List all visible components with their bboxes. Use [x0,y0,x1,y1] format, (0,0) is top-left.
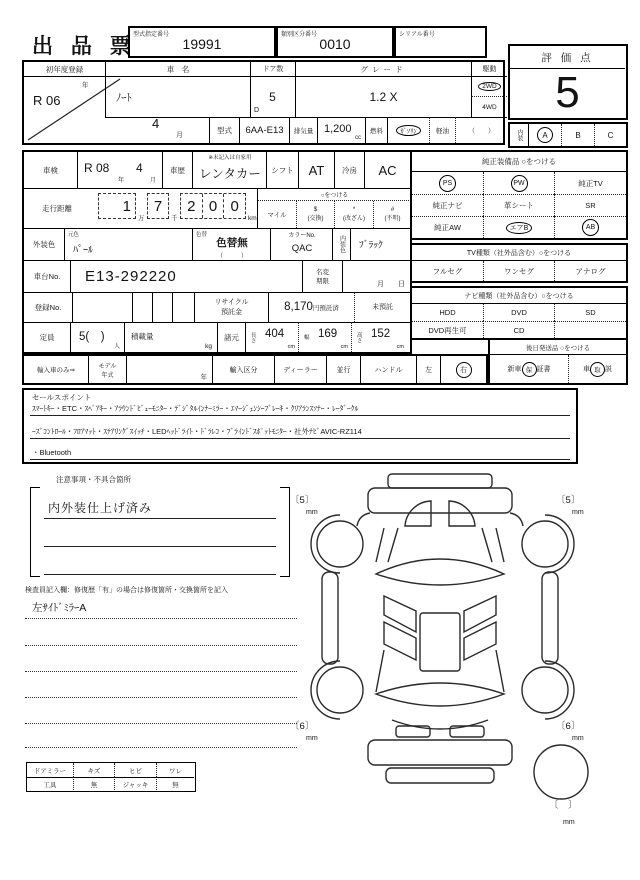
model-year-label [88,356,126,383]
tools-kougu: 工具 [27,777,73,790]
doors-unit: D [254,107,260,114]
warranty-pre: 新車 [507,366,522,373]
mileage-label: 走行距離 [42,203,72,213]
grade-value: 1.2 X [295,77,471,117]
reg-no-empty [72,292,132,322]
navi-type-box [410,286,628,340]
history-note: ※未記入は自家用 [208,155,252,161]
length-cell [258,322,298,352]
fuel-gasoline-circle: ｶﾞｿﾘﾝ [396,125,420,136]
warranty-book [490,355,568,383]
tools-table [26,762,196,792]
manual-book [568,355,626,383]
capacity-value-cell [70,322,124,352]
class-code-label: 類別区分番号 [281,32,318,38]
color-change-paren: （ ） [216,254,247,260]
bracket-close: 〕 [304,721,315,732]
class-code-value: 0010 [319,36,351,52]
tools-jack-val: 無 [156,777,194,790]
mileage-unit: km [248,215,257,222]
height-value: 152 [371,328,391,340]
navi-cd: CD [483,321,554,338]
equip-ps-circle: PS [439,175,456,192]
reg-no-cell-1 [132,292,152,322]
first-reg-border-v1 [105,77,106,117]
mileage-d3: 2 [181,194,203,218]
recycle-label [194,292,268,322]
score-value: 5 [555,68,580,117]
reg-no-label: 登録No. [34,302,62,312]
interior-grade-a [528,124,561,146]
notes-bracket-right [280,487,290,577]
sheet-title: 出 品 票 [32,35,137,58]
bracket-open: 〔 [556,721,566,732]
first-reg-diagonal [24,77,134,143]
equip-airbag-circle: エアB [506,222,533,234]
mark-tampered-sym: * [352,207,356,213]
history-value: レンタカー [199,167,261,181]
import-kubun: 輸入区分 [212,356,274,383]
color-no-cell [270,228,332,260]
fuel-label: 燃料 [365,117,387,143]
equip-ab-circle: AB [582,219,599,236]
rename-date: 月 日 [377,281,405,288]
color-no-value: QAC [291,242,313,254]
chassis-value-cell [70,260,302,292]
handle-left: 左 [416,356,440,383]
equip-pw-circle: PW [511,175,528,192]
color-no-label: カラーNo. [288,232,316,239]
tire-spare-unit: mm [563,819,575,826]
equip-sr: SR [554,194,626,216]
serial-number-label: シリアル番号 [399,32,435,38]
tire-rl-value: 6 [299,721,305,732]
sales-line-1: ｽﾏｰﾄｷｰ・ETC・ｽﾍﾟｱｷｰ・ｱﾗｳﾝﾄﾞﾋﾞｭｰﾓﾆﾀｰ・ﾃﾞｼﾞﾀﾙｲﾝﾅｰﾐﾗｰ・ｴﾏｰｼﾞｪﾝｼｰﾌﾞﾚｰｷ・ｸﾘｱﾗﾝｽｿﾅｰ・ﾚｰﾀﾞｰｸﾙ [30,401,570,416]
equip-airbag [483,216,554,238]
recycle-l1: リサイクル [214,299,249,306]
reg-no-cell-2 [152,292,172,322]
tv-type-title: TV種類（社外品含む）○をつける [412,245,626,261]
col-header-first-reg: 初年度登録 [24,62,105,77]
drive-2wd [471,77,507,97]
navi-empty [554,321,626,338]
tire-depth-front-left [290,492,314,506]
tire-rl-unit: mm [306,735,318,742]
model-year-l1: モデル [98,363,117,370]
sales-line-3: ・Bluetooth [30,446,570,460]
model-code-value: 6AA-E13 [239,117,289,143]
notes-label: 注意事項・不具合箇所 [56,475,131,484]
later-shipment-title: 後日発送品 ○をつける [490,340,626,355]
model-year-unit: 年 [200,374,207,381]
mark-exchange [296,201,334,228]
height-cm: cm [396,344,404,350]
tire-fl-value: 5 [299,495,305,506]
mileage-d1: 1 [122,197,131,215]
notes-underline-2 [44,546,276,547]
shift-value: AT [298,152,334,188]
equip-aw: 純正AW [412,216,483,238]
notes-bracket-left [30,487,40,577]
bracket-close: 〕 [568,800,578,811]
tv-type-box [410,243,628,283]
orig-color-label: 元色 [68,232,80,238]
int-color-label: 内装色 [332,228,350,260]
equip-ab [554,216,626,238]
handle-right-circle: 右 [456,362,472,378]
model-year-l2: 年式 [101,372,114,379]
mark-exchange-txt: (交換) [307,216,324,222]
tire-spare-value [559,800,569,811]
class-code-box [276,26,394,58]
tools-hibi: ヒビ [114,763,156,777]
spec-label: 諸元 [217,322,245,352]
mileage-u-man: 万 [138,215,145,222]
displacement-value: 1,200 [324,123,352,135]
first-reg-year-unit: 年 [82,82,89,89]
tv-oneseg: ワンセグ [483,261,554,281]
mileage-digits [90,188,257,228]
shaken-era: R 08 [84,161,110,175]
manual-circle: 取 [590,362,605,377]
import-dealer: ディーラー [274,356,326,383]
displacement-label: 排気量 [289,117,317,143]
recycle-l2: 預託金 [221,309,242,316]
col-header-doors: ドア数 [250,62,295,77]
handle-right [440,356,486,383]
color-change-value: 色替無 [216,236,248,249]
mark-tampered [334,201,373,228]
width-label: 幅 [298,322,311,352]
width-cell [311,322,351,352]
mark-unknown [373,201,411,228]
import-row [22,354,488,385]
ext-color-label: 外装色 [32,239,56,249]
inspector-line-6 [25,747,297,748]
tire-fr-value: 5 [565,495,571,506]
import-only-label: 輸入車のみ⇒ [37,367,75,374]
tire-depth-front-right [556,492,580,506]
sales-points-box [22,388,578,464]
doors-value: 5 [269,90,276,104]
doors-border [250,77,251,117]
recycle-value-cell [268,292,354,322]
model-code-label: 型式 [209,117,239,143]
chassis-value: E13-292220 [85,267,177,285]
inspector-line-4 [25,697,297,698]
interior-grade-box [508,122,628,148]
col-header-grade: グレード [295,62,471,77]
inspector-value: 左ｻｲﾄﾞﾐﾗｰA [32,602,87,614]
notes-value: 内外装仕上げ済み [48,501,153,515]
tire-rr-unit: mm [572,735,584,742]
rename-date-cell [342,260,410,292]
score-label: 評 価 点 [510,46,625,69]
warranty-post: 証書 [536,366,551,373]
int-color-value: ﾌﾞﾗｯｸ [359,240,383,251]
shaken-month-unit: 月 [150,178,157,184]
chassis-label: 車台No. [33,271,61,281]
model-designation-label: 型式指定番号 [133,32,170,38]
recycle-suffix: 円預託済 [312,304,339,312]
handle-label: ハンドル [360,356,416,383]
bracket-close: 〕 [304,495,315,506]
equipment-title: 純正装備品 ○をつける [412,152,626,172]
drive-2wd-circle: 2WD [478,82,500,91]
tools-ware: ワレ [156,763,194,777]
sales-line-2: ｰｽﾞｺﾝﾄﾛｰﾙ・ﾌﾛｱﾏｯﾄ・ｽﾃｱﾘﾝｸﾞｽｲｯﾁ・LEDﾍｯﾄﾞﾗｲﾄ・ﾄﾞﾗﾚｺ・ﾌﾞﾗｲﾝﾄﾞｽﾎﾟｯﾄﾓﾆﾀｰ・社外ﾅﾋﾞAVIC-RZ114 [30,424,570,439]
inspector-line-1 [25,618,297,619]
mark-title: ○をつける [258,188,411,201]
capacity-label: 定員 [39,332,55,342]
model-year-cell [126,356,212,383]
shaken-label: 車検 [43,165,58,175]
fuel-diesel: 軽油 [429,117,455,143]
inspector-line-5 [25,723,297,724]
width-cm: cm [340,344,348,350]
shaken-year-unit: 年 [118,178,125,184]
vehicle-table [22,60,505,145]
car-name: ﾉｰﾄ [116,92,132,104]
inspector-line-3 [25,671,297,672]
navi-hdd: HDD [439,308,456,317]
tools-kizu: キズ [73,763,114,777]
mark-tampered-txt: (改ざん) [343,216,365,222]
mileage-mark-area [257,188,410,228]
col-header-drive: 駆動 [471,62,507,77]
fuel-gasoline [387,117,429,143]
mileage-box-sen: 7 [147,193,169,219]
length-value: 404 [265,328,285,340]
tire-depth-spare [549,797,578,811]
rename-l1: 名変 [316,269,329,276]
tv-analog: アナログ [554,261,626,281]
first-reg-month: 4 [152,116,160,131]
shaken-value-cell [77,152,162,188]
mark-mile: マイル [267,212,287,219]
shaken-month: 4 [136,161,143,175]
equip-tv: 純正TV [554,172,626,194]
recycle-value: 8,170 [284,301,313,313]
capacity-value: 5( ) [79,331,105,343]
tv-fullseg: フルセグ [432,266,463,276]
bracket-open: 〔 [290,721,300,732]
tire-fl-unit: mm [306,509,318,516]
displacement-unit: cc [355,135,361,141]
rename-deadline-label [302,260,342,292]
import-parallel: 並行 [326,356,360,383]
first-reg-month-unit: 月 [176,132,183,139]
bracket-open: 〔 [549,800,559,811]
height-cell [364,322,410,352]
tools-kougu-val: 無 [73,777,114,790]
color-change-label: 色替 [196,232,208,238]
tire-depth-rear-left [290,718,314,732]
interior-grade-c: C [594,124,626,146]
history-cell [192,152,266,188]
sales-points-label: セールスポイント [32,393,92,402]
tire-depth-rear-right [556,718,580,732]
equip-ps [412,172,483,194]
manual-post: 説 [605,366,612,373]
mark-unknown-txt: (不明) [384,216,401,222]
score-box [508,44,628,120]
length-cm: cm [287,344,295,350]
detail-table [22,150,412,354]
capacity-unit: 人 [113,344,120,350]
tools-doormirror: ドアミラー [33,767,67,775]
mileage-d5: 0 [230,197,239,215]
load-unit: kg [205,343,212,350]
later-shipment-box [488,338,628,385]
mileage-box-man [98,193,136,219]
reg-no-cell-3 [172,292,194,322]
equipment-box [410,150,628,240]
mark-unknown-sym: # [390,207,395,213]
tools-jack: ジャッキ [114,777,156,790]
serial-number-box [394,26,487,58]
orig-color-value: ﾊﾟｰﾙ [73,245,93,256]
displacement-cell [317,117,365,143]
load-label: 積載量 [131,332,154,341]
interior-a-circle: A [537,127,553,143]
notes-underline-1 [44,518,276,519]
bracket-open: 〔 [290,495,300,506]
drive-4wd: 4WD [471,97,507,117]
interior-label: 内装 [516,129,522,141]
equip-leather: 革シート [483,194,554,216]
col-header-name: 車 名 [105,62,250,77]
height-label: 高さ [351,322,364,352]
warranty-circle: 保 [522,362,537,377]
navi-dvd: DVD [483,304,554,321]
tire-rr-value: 6 [565,721,571,732]
notes-underline-3 [44,574,276,575]
shift-label: シフト [266,152,298,188]
model-designation-value: 19991 [182,36,222,52]
load-cell [124,322,217,352]
int-color-value-cell [350,228,410,260]
navi-dvd-play: DVD再生可 [412,321,483,338]
inspector-label: 検査員記入欄：修復歴「有」の場合は修復箇所・交換箇所を記入 [25,587,228,594]
bracket-close: 〕 [570,495,581,506]
mileage-u-sen: 千 [171,215,178,222]
recycle-none: 未預託 [354,292,410,322]
orig-color-cell [64,228,192,260]
model-designation-box [128,26,276,58]
mileage-box-hundreds [180,193,246,219]
first-reg-era: R 06 [33,93,61,108]
tire-fr-unit: mm [572,509,584,516]
cooling-value: AC [364,152,410,188]
cooling-label: 冷房 [334,152,364,188]
equip-navi: 純正ナビ [412,194,483,216]
fuel-other: （ ） [455,117,507,143]
equip-pw [483,172,554,194]
rename-l2: 期限 [316,278,329,285]
mark-exchange-sym: $ [313,207,318,213]
manual-pre: 車 [583,366,590,373]
navi-sd: SD [554,304,626,321]
mileage-d4: 0 [203,194,225,218]
color-change-cell [192,228,270,260]
bracket-close: 〕 [570,721,581,732]
interior-grade-b: B [561,124,594,146]
length-label: 長さ [245,322,258,352]
width-value: 169 [318,328,338,340]
navi-type-title: ナビ種類（社外品含む）○をつける [412,288,626,304]
history-label: 車歴 [162,152,192,188]
inspector-line-2 [25,645,297,646]
car-diagram [300,468,640,880]
bracket-open: 〔 [556,495,566,506]
